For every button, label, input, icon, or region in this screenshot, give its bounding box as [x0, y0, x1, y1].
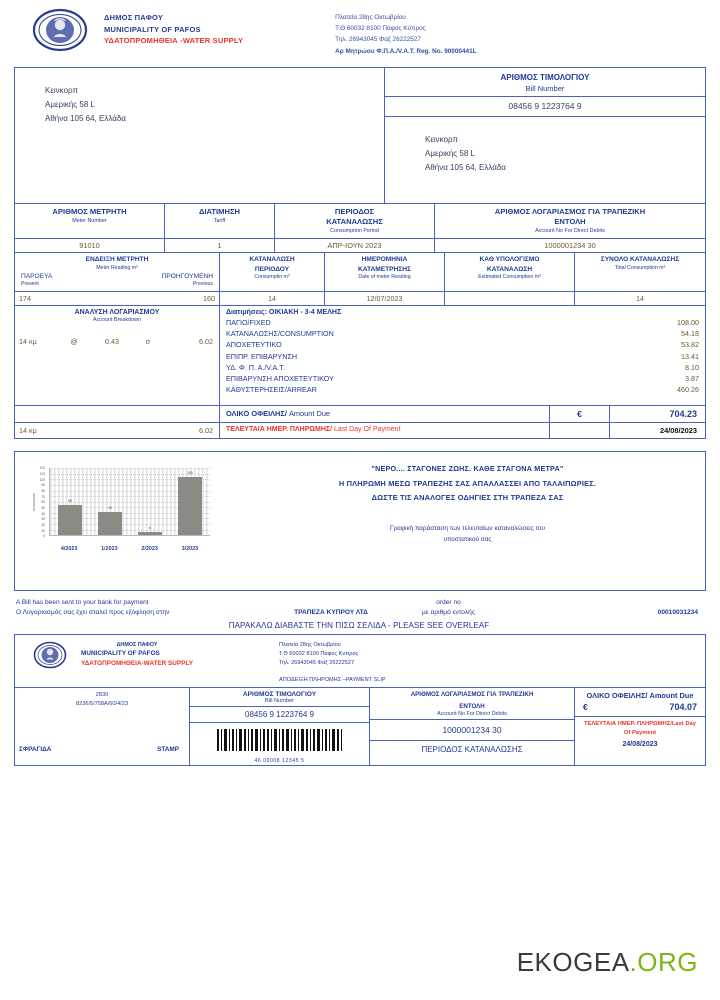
bill-number-label-en: Bill Number — [525, 83, 565, 93]
watermark-tld: .ORG — [629, 947, 698, 977]
period-header — [275, 204, 435, 239]
meter-number-label-gr: ΑΡΙΘΜΟΣ ΜΕΤΡΗΤΗ — [52, 206, 127, 216]
x-tick: 3/2023 — [181, 546, 199, 553]
stub-due-label-en: Amount Due — [649, 690, 694, 700]
amount-due-row — [15, 405, 705, 422]
org-address-line-2: Τ.Θ 60032 8100 Πάφος Κύπρος — [335, 25, 426, 33]
account-label-en: Account No For Direct Debits — [535, 228, 605, 235]
consumption-label-gr-2: ΠΕΡΙΟΔΟΥ — [254, 265, 290, 273]
currency-symbol: € — [550, 406, 610, 422]
estimated-label-gr-1: ΚΑΘ ΥΠΟΛΟΓΙΣΜΟ — [479, 256, 540, 264]
stub-lastday-date: 24/08/2023 — [622, 741, 658, 749]
breakdown-row — [220, 328, 705, 339]
org-address — [335, 8, 476, 57]
y-tick: 30 — [41, 517, 45, 522]
present-label-gr: ΠΑΡΟΕΥΑ — [21, 273, 53, 281]
stub-due-amount: 704.07 — [669, 701, 697, 712]
barcode-text: 46 00008 12345 5 — [254, 757, 305, 764]
breakdown-amount: 3.87 — [685, 373, 699, 383]
date-label-en: Date of meter Reading — [358, 273, 411, 280]
order-no-spacer — [501, 599, 702, 606]
customer-address-copy — [385, 117, 705, 175]
rate-calculation — [15, 323, 219, 346]
chart-bar-value: 6 — [149, 525, 151, 530]
breakdown-row — [220, 384, 705, 395]
chart-bar — [98, 505, 122, 535]
chart-x-axis — [49, 546, 210, 552]
stub-period-label: ΠΕΡΙΟΔΟΣ ΚΑΤΑΝΑΛΩΣΗΣ — [421, 745, 523, 755]
amount-due-label-en: Amount Due — [288, 409, 331, 419]
bill-number-value: 08456 9 1223764 9 — [385, 96, 705, 117]
stub-org-en: MUNICIPALITY OF PAFOS — [81, 650, 160, 658]
chart-bar-column — [90, 468, 130, 535]
present-label-en: Present — [21, 281, 39, 288]
stamp-area — [15, 710, 189, 753]
y-tick: 10 — [41, 528, 45, 533]
y-tick: 40 — [41, 511, 45, 516]
amount-due-label-gr: ΟΛΙΚΟ ΟΦΕΙΛΗΣ/ — [226, 409, 287, 419]
period-value: ΑΠΡ-ΙΟΥΝ 2023 — [275, 239, 435, 252]
bank-name: ΤΡΑΠΕΖΑ ΚΥΠΡΟΥ ΛΤΔ — [294, 608, 368, 616]
calc-unit-symbol: σ — [145, 336, 151, 346]
last-payment-label — [220, 423, 550, 438]
stub-bill-label-gr: ΑΡΙΘΜΟΣ ΤΙΜΟΛΟΓΙΟΥ — [242, 690, 317, 698]
stub-lastday-label — [575, 717, 705, 737]
stub-acct-label-gr-1: ΑΡΙΘΜΟΣ ΛΟΓΑΡΙΑΣΜΟΣ ΓΙΑ ΤΡΑΠΕΖΙΚΗ — [410, 690, 534, 698]
x-tick: 1/2023 — [101, 546, 118, 553]
site-watermark — [517, 947, 698, 978]
top-block — [15, 68, 705, 203]
message-bank-line-2: ΔΩΣΤΕ ΤΙΣ ΑΝΑΛΟΓΕΣ ΟΔΗΓΙΕΣ ΣΤΗ ΤΡΑΠΕΖΑ ΣΑΣ — [371, 493, 564, 503]
breakdown-label: ΕΠΙΒΑΡΥΝΣΗ ΑΠΟΧΕΤΕΥΤΙΚΟΥ — [226, 373, 334, 383]
breakdown-right — [220, 306, 705, 405]
consumption-chart — [27, 464, 212, 552]
breakdown-label: ΚΑΘΥΣΤΕΡΗΣΕΙΣ/ARREAR — [226, 385, 317, 395]
stub-account-cell — [370, 688, 575, 765]
stub-seal-icon — [33, 641, 67, 669]
calc-at-symbol: @ — [70, 336, 78, 346]
order-no-label-gr: με αριθμό εντολής — [422, 608, 475, 616]
last-payment-label-en: Last Day Of Payment — [333, 426, 401, 434]
reading-header — [15, 252, 705, 291]
period-label-gr-1: ΠΕΡΙΟΔΟΣ — [334, 206, 375, 216]
tariff-label-en: Tariff — [213, 218, 226, 225]
breakdown-row — [220, 317, 705, 328]
promotional-message — [230, 460, 705, 590]
due-spacer — [15, 406, 220, 422]
stub-payslip-label: ΑΠΟΔΕΙΞΗ ΠΛΗΡΩΜΗΣ –PAYMENT SLIP — [279, 677, 386, 684]
previous-label-gr: ΠΡΟΗΓΟΥΜΕΝΗ — [161, 273, 213, 281]
chart-bar-column — [170, 468, 210, 535]
stub-reference-cell — [15, 688, 190, 765]
period-label-gr-2: ΚΑΤΑΝΑΛΩΣΗΣ — [326, 217, 383, 227]
last-payment-label-gr: ΤΕΛΕΥΤΑΙΑ ΗΜΕΡ. ΠΛΗΡΩΜΗΣ/ — [226, 426, 333, 434]
total-label-en: Total Consumption m³ — [614, 264, 666, 271]
stub-account-number: 1000001234 30 — [370, 719, 574, 741]
calc-total: 6.02 — [199, 336, 213, 346]
stub-table — [15, 687, 705, 765]
estimated-value — [445, 292, 575, 305]
account-header — [435, 204, 705, 239]
y-tick: 60 — [41, 500, 45, 505]
chart-message-panel — [14, 451, 706, 591]
meter-number-label-en: Meter Number — [72, 218, 107, 225]
breakdown-row — [220, 350, 705, 361]
stub-address — [279, 641, 386, 685]
customer-name-copy: Κεινκορπ — [425, 134, 458, 144]
customer-name: Κεινκορπ — [45, 85, 78, 95]
previous-label-en: Previous — [192, 281, 213, 288]
chart-caption-line-1: Γραφική παράσταση των τελευταίων καταναλώσεις του — [390, 525, 545, 533]
chart-caption — [230, 502, 705, 546]
stub-due-label — [575, 688, 705, 700]
notice-gr-text: Ο Λογαριασμός σας έχει σταλεί προς εξόφληση στην — [16, 608, 170, 616]
breakdown-label: ΠΑΓΙΟ/FIXED — [226, 318, 271, 328]
barcode — [190, 723, 369, 765]
consumption-label-en: Consumptin m³ — [254, 273, 290, 280]
org-names — [104, 8, 243, 47]
order-no-label-en: order no — [436, 598, 461, 606]
chart-y-axis-label: ΚΑΤΑΝΑΛΩΣΗ — [32, 492, 37, 512]
meter-info-header — [15, 203, 705, 239]
date-label-gr-1: ΗΜΕΡΟΜΗΝΙΑ — [361, 256, 408, 264]
x-tick: 4/2023 — [60, 546, 78, 553]
notice-spacer — [266, 599, 396, 606]
customer-street: Αμερικής 58 L — [45, 99, 95, 109]
estimated-header — [445, 253, 575, 291]
stub-ref-top: 2830 — [95, 691, 109, 698]
consumption-label-gr-1: ΚΑΤΑΝΑΛΩΣΗ — [249, 256, 295, 264]
estimated-label-en: Estimated Consumption m³ — [478, 273, 541, 280]
y-tick: 80 — [41, 488, 45, 493]
department-name: ΥΔΑΤΟΠΡΟΜΗΘΕΙΑ -WATER SUPPLY — [104, 36, 244, 46]
calc-rate: 0.43 — [105, 336, 119, 346]
stub-bill-cell — [190, 688, 370, 765]
stub-bill-label-en: Bill Number — [265, 697, 294, 704]
chart-bar-column — [50, 468, 90, 535]
chart-caption-line-2: υποστατικού σας — [443, 536, 492, 544]
stub-lastday-label-gr: ΤΕΛΕΥΤΑΙΑ ΗΜΕΡ. ΠΛΗΡΩΜΗΣ/ — [584, 720, 672, 727]
customer-city-copy: Αθήνα 105 64, Ελλάδα — [425, 162, 506, 172]
watermark-name: EKOGEA — [516, 947, 630, 977]
breakdown-amount: 13.41 — [681, 351, 699, 361]
calc2-quantity: 14 κμ — [19, 426, 37, 436]
chart-bar-value: 42 — [108, 505, 112, 510]
stub-address-line-1: Πλατεία 28ης Οκτωβρίου — [279, 642, 341, 649]
previous-reading-value: 160 — [203, 293, 215, 303]
org-address-line-1: Πλατεία 28ης Οκτωβρίου — [335, 14, 406, 21]
account-label-gr-2: ΕΝΤΟΛΗ — [554, 217, 586, 227]
breakdown-label: ΚΑΤΑΝΑΛΩΣΗΣ/CONSUMPTION — [226, 329, 334, 339]
org-name-en: MUNICIPALITY OF PAFOS — [104, 24, 201, 34]
customer-address-block — [15, 68, 385, 203]
stub-org-names — [81, 641, 193, 685]
y-tick: 70 — [41, 494, 45, 499]
stub-acct-label-gr-2: ΕΝΤΟΛΗ — [459, 702, 485, 710]
present-reading-value: 174 — [19, 293, 31, 303]
reading-date-value: 12/07/2023 — [325, 292, 445, 305]
org-address-line-3: Τηλ. 26943045 Φαξ 26222527 — [335, 36, 421, 44]
bill-header — [14, 0, 706, 63]
bank-notice — [14, 591, 706, 630]
stub-address-line-2: Τ.Θ 60032 8100 Πάφος Κυπρος — [279, 651, 359, 658]
municipality-seal-icon — [32, 8, 88, 52]
breakdown-row — [220, 339, 705, 350]
vat-registration: Αρ Μητρώου Φ.Π.Α./V.A.T. Reg. No. 90000441L — [335, 47, 477, 55]
stub-lastday-label-en-2: Of Payment — [623, 729, 657, 736]
chart-bar-column — [130, 468, 170, 535]
account-label-gr-1: ΑΡΙΘΜΟΣ ΛΟΓΑΡΙΑΣΜΟΣ ΓΙΑ ΤΡΑΠΕΖΙΚΗ — [494, 206, 646, 216]
calc2-total: 6.02 — [199, 426, 213, 436]
stub-lastday-label-en: Last Day — [671, 720, 696, 727]
account-breakdown — [15, 305, 705, 405]
rate-calculation-2 — [15, 423, 220, 438]
meter-number-header — [15, 204, 165, 239]
notice-en-text: A Bill has been sent to your bank for payment — [16, 598, 149, 606]
reading-values — [15, 291, 705, 305]
amount-due-value: 704.23 — [669, 409, 697, 420]
tariff-value: 1 — [165, 239, 275, 252]
stub-dept: ΥΔΑΤΟΠΡΟΜΗΘΕΙΑ-WATER SUPPLY — [81, 659, 194, 667]
chart-bar — [138, 525, 162, 535]
amount-due-label — [220, 406, 550, 422]
y-tick: 0 — [43, 534, 45, 539]
overleaf-notice: ΠΑΡΑΚΑΛΩ ΔΙΑΒΑΣΤΕ ΤΗΝ ΠΙΣΩ ΣΕΛΙΔΑ - PLEASE SEE OVERLEAF — [228, 621, 490, 631]
customer-street-copy: Αμερικής 58 L — [425, 148, 475, 158]
meter-number-value: 91010 — [15, 239, 165, 252]
last-payment-row — [15, 422, 705, 438]
stamp-label-gr: ΣΦΡΑΓΙΔΑ — [19, 745, 52, 753]
y-tick: 110 — [39, 471, 45, 476]
reading-values-pair — [15, 292, 220, 305]
tariff-description: Διατιμήσεις: ΟΙΚΙΑΚΗ - 3-4 ΜΕΛΗΣ — [226, 308, 342, 316]
notice-row-gr — [16, 607, 702, 617]
total-label-gr: ΣΥΝΟΛΟ ΚΑΤΑΝΑΛΩΣΗΣ — [600, 256, 680, 264]
customer-city: Αθήνα 105 64, Ελλάδα — [45, 113, 126, 123]
breakdown-row — [220, 362, 705, 373]
date-label-gr-2: ΚΑΤΑΜΕΤΡΗΣΗΣ — [357, 265, 412, 273]
reading-label-en: Meter Reading m³ — [96, 264, 138, 271]
x-tick: 2/2023 — [141, 546, 158, 553]
stub-amount-cell — [575, 688, 705, 765]
y-tick: 100 — [39, 477, 45, 482]
barcode-image — [215, 729, 345, 751]
chart-bar — [178, 470, 202, 536]
breakdown-amount: 54.18 — [681, 329, 699, 339]
period-label-en: Consumption Period — [330, 228, 379, 235]
estimated-label-gr-2: ΚΑΤΑΝΑΛΩΣΗ — [486, 265, 533, 273]
tariff-header — [165, 204, 275, 239]
total-consumption-header — [575, 253, 705, 291]
consumption-chart-wrap — [15, 460, 230, 590]
breakdown-label: ΕΠΙΠΡ. ΕΠΙΒΑΡΥΝΣΗ — [226, 351, 298, 361]
account-number-value: 1000001234 30 — [544, 241, 596, 251]
y-tick: 120 — [39, 466, 45, 471]
payment-stub — [14, 634, 706, 766]
breakdown-amount: 53.82 — [681, 340, 699, 350]
chart-y-axis — [27, 466, 47, 539]
stub-ref-code: 8236/5/758A/60/4/23 — [76, 701, 128, 708]
stamp-label-en: STAMP — [157, 745, 179, 753]
chart-bar-value: 55 — [68, 498, 72, 503]
breakdown-title-gr: ΑΝΑΛΥΣΗ ΛΟΓΑΡΙΑΣΜΟΥ — [74, 308, 160, 316]
notice-row-en — [16, 597, 702, 607]
stub-address-line-3: Τηλ. 26943045 Φαξ 26222527 — [279, 660, 355, 667]
meter-info-values — [15, 238, 705, 252]
breakdown-row — [220, 373, 705, 384]
chart-bars — [50, 468, 210, 535]
chart-plot-area — [49, 468, 210, 536]
stub-header — [15, 635, 705, 687]
org-name-gr: ΔΗΜΟΣ ΠΑΦΟΥ — [104, 13, 164, 22]
y-tick: 90 — [41, 483, 45, 488]
y-tick: 20 — [41, 522, 45, 527]
stub-org-gr: ΔΗΜΟΣ ΠΑΦΟΥ — [116, 642, 158, 649]
total-consumption-value: 14 — [636, 293, 644, 303]
chart-bar-value: 105 — [187, 470, 193, 475]
message-bank-line-1: Η ΠΛΗΡΩΜΗ ΜΕΣΩ ΤΡΑΠΕΖΗΣ ΣΑΣ ΑΠΑΛΛΑΣΣΕΙ ΑΠΟ ΤΑΛΑΙΠΩΡΙΕΣ. — [338, 479, 597, 489]
stub-currency: € — [583, 701, 588, 712]
bill-main-frame — [14, 67, 706, 439]
stub-due-label-gr: ΟΛΙΚΟ ΟΦΕΙΛΗΣ/ — [586, 690, 648, 700]
tariff-label-gr: ΔΙΑΤΙΜΗΣΗ — [198, 206, 241, 216]
bill-number-block — [385, 68, 705, 203]
last-payment-spacer — [550, 423, 610, 438]
last-payment-date: 24/08/2023 — [660, 426, 697, 436]
breakdown-left — [15, 306, 220, 405]
stub-bill-number: 08456 9 1223764 9 — [190, 706, 369, 723]
breakdown-amount: 8.10 — [685, 362, 699, 372]
reading-date-header — [325, 253, 445, 291]
breakdown-title-en: Account Breakdown — [93, 316, 141, 323]
message-slogan: "ΝΕΡΟ.... ΣΤΑΓΟΝΕΣ ΖΩΗΣ. ΚΑΘΕ ΣΤΑΓΟΝΑ ΜΕΤΡΑ" — [371, 464, 564, 474]
breakdown-amount: 108.00 — [677, 318, 699, 328]
meter-reading-header — [15, 253, 220, 291]
chart-bar — [58, 498, 82, 536]
bill-number-label-gr: ΑΡΙΘΜΟΣ ΤΙΜΟΛΟΓΙΟΥ — [500, 72, 590, 82]
consumption-header — [220, 253, 325, 291]
consumption-value: 14 — [220, 292, 325, 305]
calc-quantity: 14 κμ — [19, 336, 37, 346]
breakdown-label: ΑΠΟΧΕΤΕΥΤΙΚΟ — [226, 340, 282, 350]
y-tick: 50 — [41, 505, 45, 510]
breakdown-label: ΥΔ. Φ. Π. Α./V.A.T. — [226, 362, 285, 372]
breakdown-amount: 460.26 — [677, 385, 699, 395]
order-no-value: 00010031234 — [657, 608, 698, 616]
stub-due-value-row — [575, 700, 705, 717]
stub-acct-label-en: Account No For Direct Debits — [437, 711, 507, 718]
reading-label-gr: ΕΝΔΕΙΞΗ ΜΕΤΡΗΤΗ — [85, 256, 149, 264]
